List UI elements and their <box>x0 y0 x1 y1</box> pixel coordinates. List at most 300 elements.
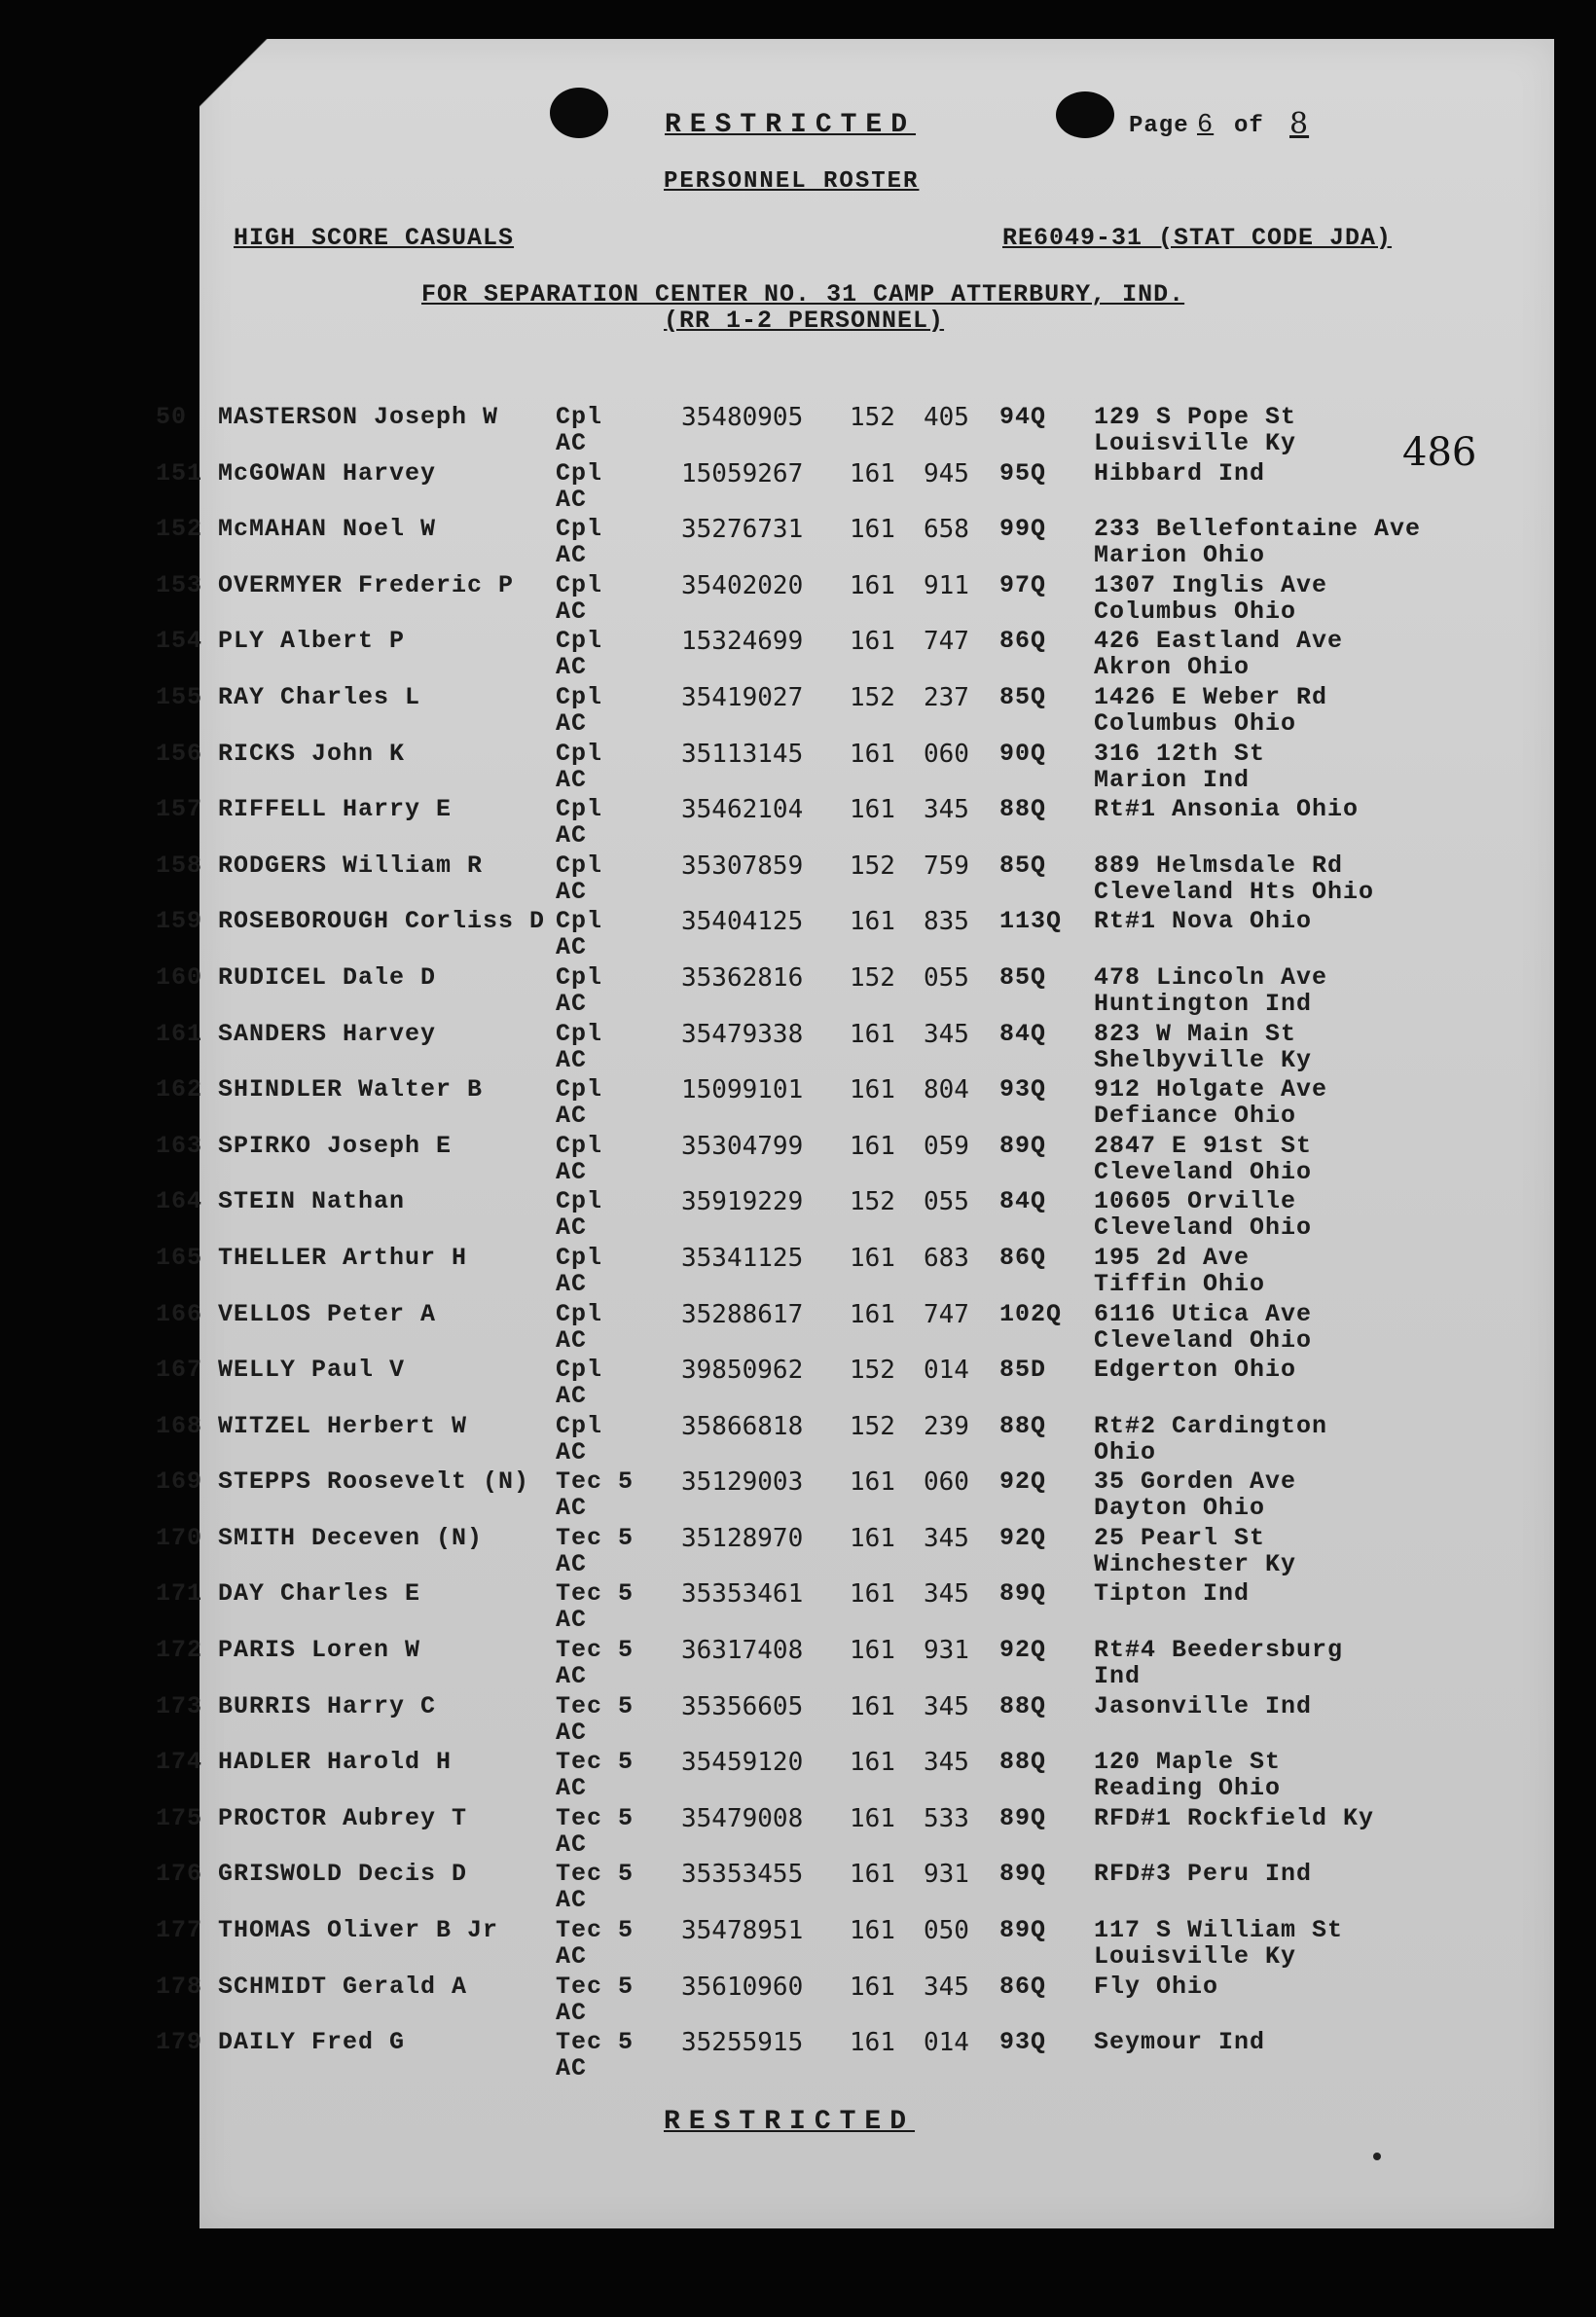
address-line-2: Ohio <box>1094 1437 1157 1466</box>
grade: Tec 5 <box>556 1636 635 1665</box>
score: 85D <box>999 1356 1047 1385</box>
code-2: 055 <box>924 962 969 993</box>
arm-of-service: AC <box>556 541 588 570</box>
soldier-name: STEIN Nathan <box>218 1187 406 1216</box>
roster-row <box>156 795 1554 851</box>
soldier-name: WELLY Paul V <box>218 1356 406 1385</box>
roster-row <box>156 1972 1554 2029</box>
code-1: 152 <box>850 682 895 712</box>
arm-of-service: AC <box>556 1774 588 1803</box>
address-line-2: Louisville Ky <box>1094 429 1297 457</box>
code-1: 161 <box>850 1131 895 1161</box>
arm-of-service: AC <box>556 1829 588 1859</box>
grade: Cpl <box>556 515 603 544</box>
soldier-name: McGOWAN Harvey <box>218 458 437 488</box>
score: 93Q <box>999 1075 1047 1104</box>
soldier-name: MASTERSON Joseph W <box>218 403 499 431</box>
code-1: 161 <box>850 1860 895 1890</box>
serial-number: 35341125 <box>681 1243 804 1273</box>
address-line-1: Jasonville Ind <box>1094 1691 1313 1720</box>
serial-number: 35419027 <box>681 682 804 712</box>
grade: Cpl <box>556 739 603 768</box>
roster-row <box>156 1131 1554 1188</box>
code-2: 050 <box>924 1916 969 1946</box>
entry-number: 171 <box>156 1579 203 1609</box>
score: 85Q <box>999 682 1047 711</box>
soldier-name: THELLER Arthur H <box>218 1243 468 1272</box>
serial-number: 15099101 <box>681 1075 804 1105</box>
page-number: 6 <box>1197 111 1215 140</box>
arm-of-service: AC <box>556 1325 588 1355</box>
address-line-2: Akron Ohio <box>1094 653 1251 682</box>
entry-number: 174 <box>156 1748 203 1777</box>
soldier-name: SMITH Deceven (N) <box>218 1523 484 1552</box>
address-line-1: 426 Eastland Ave <box>1094 627 1344 656</box>
serial-number: 35866818 <box>681 1411 804 1441</box>
arm-of-service: AC <box>556 821 588 851</box>
code-2: 345 <box>924 1579 969 1610</box>
serial-number: 35479008 <box>681 1803 804 1833</box>
score: 89Q <box>999 1916 1047 1945</box>
code-1: 161 <box>850 1748 895 1778</box>
address-line-1: Seymour Ind <box>1094 2028 1266 2057</box>
roster-row <box>156 458 1554 516</box>
score: 85Q <box>999 962 1047 992</box>
code-1: 161 <box>850 458 895 489</box>
code-1: 161 <box>850 1803 895 1833</box>
code-2: 060 <box>924 1467 969 1498</box>
code-2: 658 <box>924 515 969 545</box>
grade: Tec 5 <box>556 1748 635 1777</box>
arm-of-service: AC <box>556 653 588 682</box>
serial-number: 35304799 <box>681 1131 804 1161</box>
code-2: 405 <box>924 403 969 432</box>
roster-row <box>156 403 1554 459</box>
code-2: 747 <box>924 1299 969 1329</box>
entry-number: 156 <box>156 739 203 768</box>
code-1: 161 <box>850 2028 895 2058</box>
grade: Cpl <box>556 1243 603 1272</box>
document-page <box>156 39 1554 2228</box>
code-1: 161 <box>850 515 895 545</box>
code-2: 055 <box>924 1187 969 1217</box>
soldier-name: SPIRKO Joseph E <box>218 1131 453 1160</box>
soldier-name: RICKS John K <box>218 739 406 768</box>
address-line-1: Hibbard Ind <box>1094 458 1266 488</box>
address-line-2: Ind <box>1094 1662 1142 1691</box>
code-1: 161 <box>850 1916 895 1946</box>
grade: Cpl <box>556 682 603 711</box>
address-line-1: Rt#4 Beedersburg <box>1094 1636 1344 1665</box>
code-1: 152 <box>850 851 895 881</box>
code-2: 059 <box>924 1131 969 1161</box>
score: 89Q <box>999 1131 1047 1160</box>
arm-of-service: AC <box>556 1718 588 1747</box>
address-line-2: Cleveland Ohio <box>1094 1325 1313 1355</box>
code-2: 345 <box>924 1691 969 1721</box>
address-line-1: 129 S Pope St <box>1094 403 1297 431</box>
personnel-type-line: (RR 1-2 PERSONNEL) <box>664 307 945 335</box>
soldier-name: BURRIS Harry C <box>218 1691 437 1720</box>
soldier-name: DAY Charles E <box>218 1579 421 1609</box>
entry-number: 169 <box>156 1467 203 1497</box>
classification-header: RESTRICTED <box>665 110 917 140</box>
grade: Tec 5 <box>556 1523 635 1552</box>
soldier-name: VELLOS Peter A <box>218 1299 437 1328</box>
code-1: 161 <box>850 1691 895 1721</box>
roster-row <box>156 1636 1554 1692</box>
code-2: 804 <box>924 1075 969 1105</box>
code-2: 835 <box>924 907 969 937</box>
code-2: 014 <box>924 1356 969 1386</box>
address-line-2: Tiffin Ohio <box>1094 1269 1266 1298</box>
arm-of-service: AC <box>556 1102 588 1131</box>
entry-number: 157 <box>156 795 203 824</box>
entry-number: 177 <box>156 1916 203 1945</box>
serial-number: 35307859 <box>681 851 804 881</box>
roster-row <box>156 682 1554 740</box>
code-1: 152 <box>850 1187 895 1217</box>
score: 113Q <box>999 907 1063 936</box>
arm-of-service: AC <box>556 1942 588 1972</box>
serial-number: 35356605 <box>681 1691 804 1721</box>
grade: Cpl <box>556 458 603 488</box>
roster-row <box>156 907 1554 963</box>
code-2: 945 <box>924 458 969 489</box>
address-line-2: Huntington Ind <box>1094 989 1313 1018</box>
soldier-name: PLY Albert P <box>218 627 406 656</box>
serial-number: 35113145 <box>681 739 804 769</box>
grade: Tec 5 <box>556 1579 635 1609</box>
code-2: 237 <box>924 682 969 712</box>
entry-number: 155 <box>156 682 203 711</box>
serial-number: 35402020 <box>681 570 804 600</box>
address-line-2: Marion Ind <box>1094 765 1251 794</box>
score: 86Q <box>999 1243 1047 1272</box>
code-2: 239 <box>924 1411 969 1441</box>
code-1: 161 <box>850 1243 895 1273</box>
serial-number: 35610960 <box>681 1972 804 2002</box>
entry-number: 175 <box>156 1803 203 1832</box>
score: 89Q <box>999 1860 1047 1889</box>
arm-of-service: AC <box>556 597 588 626</box>
entry-number: 173 <box>156 1691 203 1720</box>
code-1: 161 <box>850 1075 895 1105</box>
code-2: 060 <box>924 739 969 769</box>
grade: Cpl <box>556 1075 603 1104</box>
code-2: 345 <box>924 1019 969 1049</box>
serial-number: 35459120 <box>681 1748 804 1778</box>
entry-number: 50 <box>156 403 188 431</box>
serial-number: 35129003 <box>681 1467 804 1498</box>
serial-number: 36317408 <box>681 1636 804 1666</box>
serial-number: 35480905 <box>681 403 804 432</box>
code-2: 931 <box>924 1860 969 1890</box>
grade: Tec 5 <box>556 1916 635 1945</box>
roster-row <box>156 1579 1554 1636</box>
code-2: 747 <box>924 627 969 657</box>
grade: Cpl <box>556 795 603 824</box>
entry-number: 152 <box>156 515 203 544</box>
score: 85Q <box>999 851 1047 880</box>
serial-number: 39850962 <box>681 1356 804 1386</box>
arm-of-service: AC <box>556 485 588 514</box>
soldier-name: WITZEL Herbert W <box>218 1411 468 1440</box>
soldier-name: HADLER Harold H <box>218 1748 453 1777</box>
grade: Cpl <box>556 962 603 992</box>
address-line-1: Fly Ohio <box>1094 1972 1219 2001</box>
address-line-2: Cleveland Ohio <box>1094 1157 1313 1186</box>
classification-footer: RESTRICTED <box>664 2107 916 2137</box>
score: 88Q <box>999 795 1047 824</box>
entry-number: 165 <box>156 1243 203 1272</box>
address-line-1: 233 Bellefontaine Ave <box>1094 515 1422 544</box>
serial-number: 35919229 <box>681 1187 804 1217</box>
roster-category: HIGH SCORE CASUALS <box>234 224 515 252</box>
grade: Cpl <box>556 1411 603 1440</box>
arm-of-service: AC <box>556 1886 588 1915</box>
grade: Tec 5 <box>556 1972 635 2001</box>
arm-of-service: AC <box>556 1269 588 1298</box>
page-total: 8 <box>1289 107 1310 141</box>
serial-number: 35479338 <box>681 1019 804 1049</box>
soldier-name: THOMAS Oliver B Jr <box>218 1916 499 1945</box>
code-1: 161 <box>850 1579 895 1610</box>
soldier-name: STEPPS Roosevelt (N) <box>218 1467 530 1497</box>
code-1: 161 <box>850 1636 895 1666</box>
entry-number: 167 <box>156 1356 203 1385</box>
torn-corner <box>200 39 307 107</box>
address-line-1: Edgerton Ohio <box>1094 1356 1297 1385</box>
serial-number: 35276731 <box>681 515 804 545</box>
address-line-2: Defiance Ohio <box>1094 1102 1297 1131</box>
address-line-1: 1426 E Weber Rd <box>1094 682 1328 711</box>
grade: Tec 5 <box>556 1691 635 1720</box>
code-1: 152 <box>850 1411 895 1441</box>
score: 97Q <box>999 570 1047 599</box>
roster-row <box>156 851 1554 908</box>
score: 92Q <box>999 1523 1047 1552</box>
page-of-label: of <box>1234 113 1264 139</box>
address-line-2: Shelbyville Ky <box>1094 1045 1313 1074</box>
score: 92Q <box>999 1467 1047 1497</box>
score: 92Q <box>999 1636 1047 1665</box>
soldier-name: DAILY Fred G <box>218 2028 406 2057</box>
grade: Cpl <box>556 1356 603 1385</box>
entry-number: 166 <box>156 1299 203 1328</box>
address-line-1: 120 Maple St <box>1094 1748 1282 1777</box>
grade: Cpl <box>556 1187 603 1216</box>
address-line-1: Tipton Ind <box>1094 1579 1251 1609</box>
soldier-name: ROSEBOROUGH Corliss D <box>218 907 546 936</box>
code-1: 152 <box>850 962 895 993</box>
punch-hole-right <box>1056 91 1114 138</box>
soldier-name: McMAHAN Noel W <box>218 515 437 544</box>
document-subtitle: PERSONNEL ROSTER <box>664 168 920 195</box>
arm-of-service: AC <box>556 933 588 962</box>
address-line-1: 25 Pearl St <box>1094 1523 1266 1552</box>
address-line-2: Louisville Ky <box>1094 1942 1297 1972</box>
code-1: 152 <box>850 1356 895 1386</box>
arm-of-service: AC <box>556 1662 588 1691</box>
serial-number: 35478951 <box>681 1916 804 1946</box>
roster-row <box>156 962 1554 1020</box>
roster-row <box>156 1356 1554 1412</box>
entry-number: 178 <box>156 1972 203 2001</box>
grade: Cpl <box>556 907 603 936</box>
score: 95Q <box>999 458 1047 488</box>
soldier-name: RUDICEL Dale D <box>218 962 437 992</box>
entry-number: 176 <box>156 1860 203 1889</box>
arm-of-service: AC <box>556 1157 588 1186</box>
address-line-1: RFD#1 Rockfield Ky <box>1094 1803 1375 1832</box>
score: 84Q <box>999 1187 1047 1216</box>
code-1: 161 <box>850 1019 895 1049</box>
score: 88Q <box>999 1691 1047 1720</box>
code-1: 161 <box>850 1523 895 1553</box>
address-line-1: 10605 Orville <box>1094 1187 1297 1216</box>
roster-row <box>156 1187 1554 1244</box>
arm-of-service: AC <box>556 1382 588 1411</box>
grade: Tec 5 <box>556 2028 635 2057</box>
arm-of-service: AC <box>556 2054 588 2083</box>
soldier-name: SCHMIDT Gerald A <box>218 1972 468 2001</box>
address-line-2: Marion Ohio <box>1094 541 1266 570</box>
grade: Cpl <box>556 627 603 656</box>
arm-of-service: AC <box>556 708 588 738</box>
roster-row <box>156 1075 1554 1132</box>
code-2: 759 <box>924 851 969 881</box>
code-1: 152 <box>850 403 895 432</box>
entry-number: 172 <box>156 1636 203 1665</box>
arm-of-service: AC <box>556 1998 588 2027</box>
entry-number: 170 <box>156 1523 203 1552</box>
address-line-2: Columbus Ohio <box>1094 597 1297 626</box>
roster-row <box>156 1019 1554 1076</box>
serial-number: 35362816 <box>681 962 804 993</box>
grade: Tec 5 <box>556 1860 635 1889</box>
roster-row <box>156 1243 1554 1300</box>
address-line-2: Columbus Ohio <box>1094 708 1297 738</box>
code-2: 533 <box>924 1803 969 1833</box>
grade: Tec 5 <box>556 1467 635 1497</box>
serial-number: 35255915 <box>681 2028 804 2058</box>
serial-number: 15324699 <box>681 627 804 657</box>
roster-row <box>156 515 1554 571</box>
arm-of-service: AC <box>556 1045 588 1074</box>
soldier-name: RAY Charles L <box>218 682 421 711</box>
address-line-1: 6116 Utica Ave <box>1094 1299 1313 1328</box>
soldier-name: OVERMYER Frederic P <box>218 570 515 599</box>
code-2: 911 <box>924 570 969 600</box>
address-line-1: Rt#1 Nova Ohio <box>1094 907 1313 936</box>
serial-number: 35288617 <box>681 1299 804 1329</box>
address-line-1: 889 Helmsdale Rd <box>1094 851 1344 880</box>
score: 93Q <box>999 2028 1047 2057</box>
score: 99Q <box>999 515 1047 544</box>
arm-of-service: AC <box>556 1494 588 1523</box>
serial-number: 35404125 <box>681 907 804 937</box>
arm-of-service: AC <box>556 1549 588 1578</box>
address-line-1: 35 Gorden Ave <box>1094 1467 1297 1497</box>
roster-row <box>156 739 1554 796</box>
roster-row <box>156 1299 1554 1357</box>
entry-number: 164 <box>156 1187 203 1216</box>
grade: Cpl <box>556 1019 603 1048</box>
entry-number: 163 <box>156 1131 203 1160</box>
roster-code: RE6049-31 (STAT CODE JDA) <box>1002 224 1393 252</box>
code-2: 345 <box>924 1972 969 2002</box>
soldier-name: RIFFELL Harry E <box>218 795 453 824</box>
grade: Cpl <box>556 570 603 599</box>
entry-number: 168 <box>156 1411 203 1440</box>
arm-of-service: AC <box>556 1213 588 1243</box>
code-2: 345 <box>924 1748 969 1778</box>
arm-of-service: AC <box>556 765 588 794</box>
address-line-1: 1307 Inglis Ave <box>1094 570 1328 599</box>
code-1: 161 <box>850 795 895 825</box>
entry-number: 179 <box>156 2028 203 2057</box>
serial-number: 35353461 <box>681 1579 804 1610</box>
address-line-1: 195 2d Ave <box>1094 1243 1251 1272</box>
soldier-name: SANDERS Harvey <box>218 1019 437 1048</box>
roster-row <box>156 1523 1554 1580</box>
roster-row <box>156 627 1554 683</box>
code-2: 683 <box>924 1243 969 1273</box>
code-1: 161 <box>850 907 895 937</box>
arm-of-service: AC <box>556 1606 588 1635</box>
grade: Cpl <box>556 1299 603 1328</box>
entry-number: 160 <box>156 962 203 992</box>
address-line-2: Cleveland Hts Ohio <box>1094 877 1375 906</box>
address-line-1: Rt#1 Ansonia Ohio <box>1094 795 1360 824</box>
grade: Cpl <box>556 851 603 880</box>
arm-of-service: AC <box>556 877 588 906</box>
entry-number: 151 <box>156 458 203 488</box>
entry-number: 159 <box>156 907 203 936</box>
roster-row <box>156 1860 1554 1916</box>
code-1: 161 <box>850 1467 895 1498</box>
address-line-1: 823 W Main St <box>1094 1019 1297 1048</box>
roster-row <box>156 1411 1554 1468</box>
address-line-1: 316 12th St <box>1094 739 1266 768</box>
score: 88Q <box>999 1411 1047 1440</box>
entry-number: 161 <box>156 1019 203 1048</box>
code-2: 931 <box>924 1636 969 1666</box>
code-2: 345 <box>924 795 969 825</box>
serial-number: 35462104 <box>681 795 804 825</box>
grade: Cpl <box>556 403 603 431</box>
address-line-2: Reading Ohio <box>1094 1774 1282 1803</box>
roster-row <box>156 2028 1554 2084</box>
soldier-name: SHINDLER Walter B <box>218 1075 484 1104</box>
arm-of-service: AC <box>556 989 588 1018</box>
score: 89Q <box>999 1803 1047 1832</box>
roster-row <box>156 1748 1554 1804</box>
score: 94Q <box>999 403 1047 431</box>
code-2: 014 <box>924 2028 969 2058</box>
separation-center-line: FOR SEPARATION CENTER NO. 31 CAMP ATTERBURY, IND. <box>421 280 1185 308</box>
roster-row <box>156 1691 1554 1749</box>
code-1: 161 <box>850 1299 895 1329</box>
address-line-1: Rt#2 Cardington <box>1094 1411 1328 1440</box>
address-line-2: Cleveland Ohio <box>1094 1213 1313 1243</box>
entry-number: 153 <box>156 570 203 599</box>
serial-number: 35353455 <box>681 1860 804 1890</box>
address-line-2: Dayton Ohio <box>1094 1494 1266 1523</box>
score: 88Q <box>999 1748 1047 1777</box>
soldier-name: GRISWOLD Decis D <box>218 1860 468 1889</box>
